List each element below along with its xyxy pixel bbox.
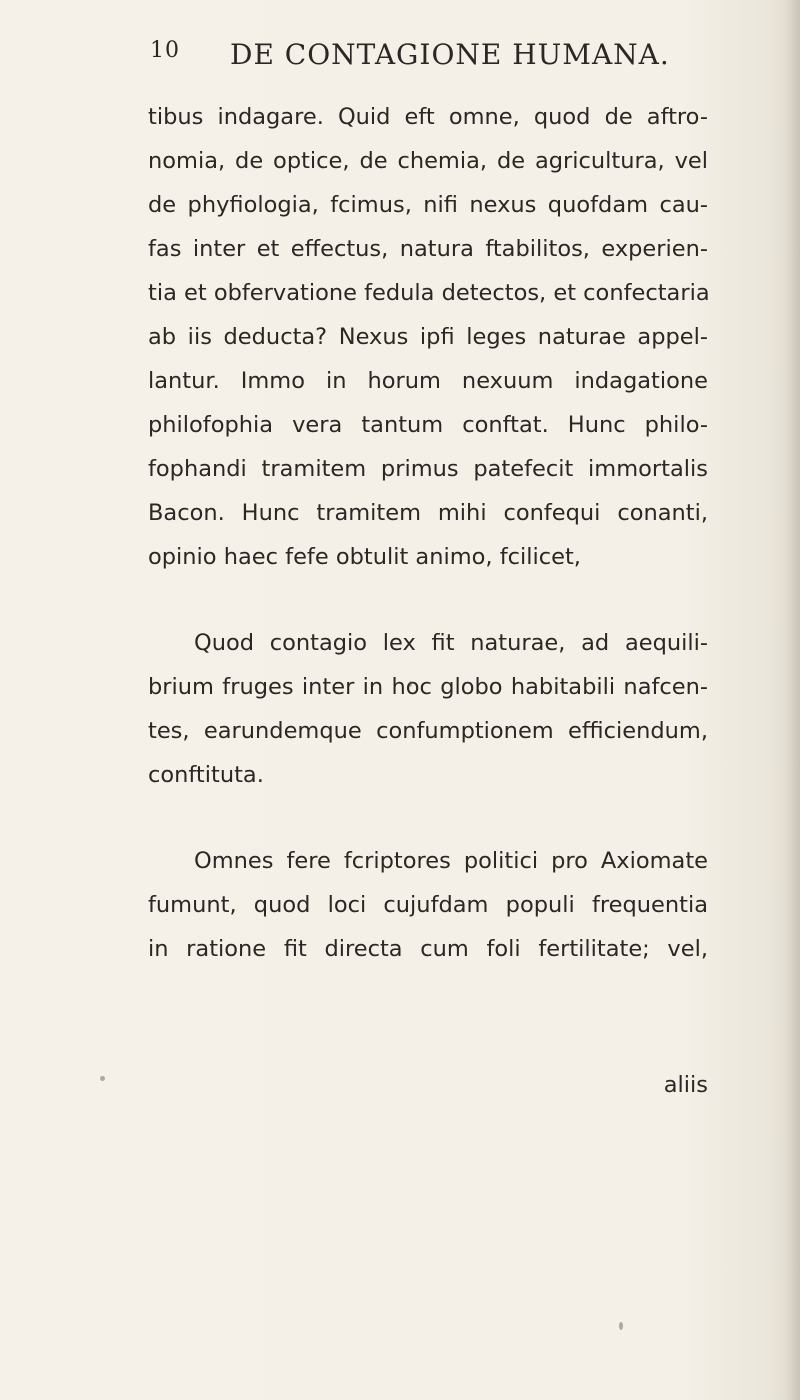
paragraph-2	[148, 621, 708, 797]
text-line: tibus indagare. Quid eft omne, quod de aftro-	[148, 104, 708, 130]
text-line: fas inter et effectus, natura ftabilitos, experien-	[148, 236, 708, 262]
page-number: 10	[150, 38, 180, 63]
text-line: de phyfiologia, fcimus, nifi nexus quofdam cau-	[148, 192, 708, 218]
paragraph-gap	[148, 797, 708, 839]
page-header	[150, 38, 710, 78]
page-edge-shadow	[786, 0, 800, 1400]
body-text	[148, 95, 710, 1098]
text-line: in ratione fit directa cum foli fertilitate; vel,	[148, 936, 708, 962]
text-line: lantur. Immo in horum nexuum indagatione	[148, 368, 708, 394]
text-line: Bacon. Hunc tramitem mihi confequi conanti,	[148, 500, 708, 526]
text-line: tia et obfervatione fedula detectos, et confectaria	[148, 280, 710, 306]
text-line: tes, earundemque confumptionem efficiendum,	[148, 718, 708, 744]
text-line: conftituta.	[148, 762, 264, 788]
running-title: DE CONTAGIONE HUMANA.	[230, 38, 670, 71]
ink-speck	[409, 681, 412, 687]
text-line: brium fruges inter in hoc globo habitabili nafcen-	[148, 674, 708, 700]
text-line: philofophia vera tantum conftat. Hunc philo-	[148, 412, 708, 438]
text-line: nomia, de optice, de chemia, de agricultura, vel	[148, 148, 708, 174]
paragraph-1	[148, 95, 708, 579]
text-line: Quod contagio lex fit naturae, ad aequili-	[194, 630, 708, 656]
catchword: aliis	[663, 1072, 708, 1098]
paragraph-gap	[148, 579, 708, 621]
paragraph-3	[148, 839, 708, 971]
text-line: opinio haec fefe obtulit animo, fcilicet,	[148, 544, 581, 570]
ink-speck	[619, 1322, 623, 1330]
text-line: fophandi tramitem primus patefecit immortalis	[148, 456, 708, 482]
text-line: fumunt, quod loci cujufdam populi frequentia	[148, 892, 708, 918]
ink-speck	[100, 1076, 105, 1081]
text-line: Omnes fere fcriptores politici pro Axiomate	[194, 848, 708, 874]
text-line: ab iis deducta? Nexus ipfi leges naturae appel-	[148, 324, 708, 350]
